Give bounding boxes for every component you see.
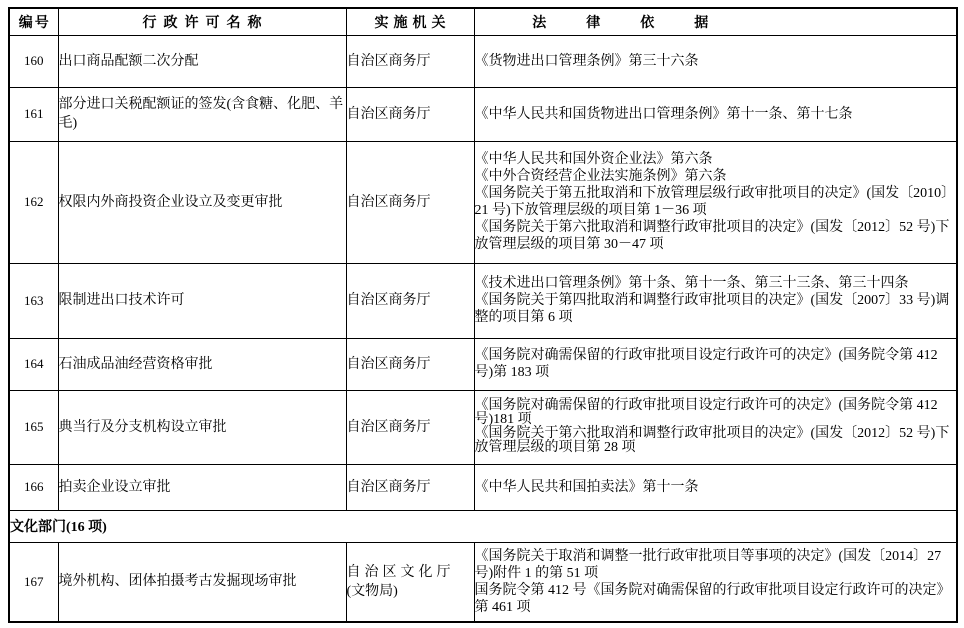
legal-entry: 《国务院关于第六批取消和调整行政审批项目的决定》(国发〔2012〕52 号)下放管理层级的项目第 30－47 项 xyxy=(474,220,950,252)
agency-line: (文物局) xyxy=(346,583,398,599)
legal-entry: 《中外合资经营企业法实施条例》第六条 xyxy=(474,169,727,184)
cell-name: 境外机构、团体拍摄考古发掘现场审批 xyxy=(58,542,346,622)
cell-agency xyxy=(346,390,474,464)
license-table xyxy=(8,7,958,623)
header-agency xyxy=(346,8,474,35)
legal-entry: 《中华人民共和国货物进出口管理条例》第十一条、第十七条 xyxy=(474,106,853,122)
header-id xyxy=(9,8,58,35)
cell-name: 限制进出口技术许可 xyxy=(58,263,346,338)
agency-line: 自治区商务厅 xyxy=(346,356,431,372)
agency-line: 自治区文化厅 xyxy=(346,564,455,580)
cell-agency xyxy=(346,263,474,338)
cell-name: 拍卖企业设立审批 xyxy=(58,464,346,510)
cell-id: 160 xyxy=(9,35,58,87)
header-id-label: 编号 xyxy=(18,15,51,31)
cell-name: 出口商品配额二次分配 xyxy=(58,35,346,87)
cell-legal xyxy=(474,542,957,622)
cell-legal xyxy=(474,87,957,141)
cell-agency xyxy=(346,35,474,87)
cell-name: 石油成品油经营资格审批 xyxy=(58,338,346,390)
cell-name: 典当行及分支机构设立审批 xyxy=(58,390,346,464)
cell-id: 164 xyxy=(9,338,58,390)
legal-entry: 《中华人民共和国外资企业法》第六条 xyxy=(474,152,713,167)
header-name xyxy=(58,8,346,35)
cell-id: 162 xyxy=(9,141,58,263)
cell-name: 部分进口关税配额证的签发(含食糖、化肥、羊毛) xyxy=(58,87,346,141)
legal-entry: 《国务院关于取消和调整一批行政审批项目等事项的决定》(国发〔2014〕27 号)附件 1 的第 51 项 xyxy=(474,548,942,581)
cell-name: 权限内外商投资企业设立及变更审批 xyxy=(58,141,346,263)
cell-legal xyxy=(474,464,957,510)
cell-agency xyxy=(346,338,474,390)
table-row xyxy=(9,141,957,263)
table-row xyxy=(9,390,957,464)
cell-agency xyxy=(346,87,474,141)
cell-agency xyxy=(346,464,474,510)
cell-id: 166 xyxy=(9,464,58,510)
agency-line: 自治区商务厅 xyxy=(346,106,431,122)
cell-agency xyxy=(346,141,474,263)
header-legal-label: 法律依据 xyxy=(532,15,749,31)
cell-id: 163 xyxy=(9,263,58,338)
table-row xyxy=(9,263,957,338)
legal-entry: 《中华人民共和国拍卖法》第十一条 xyxy=(474,479,699,495)
legal-entry: 《国务院对确需保留的行政审批项目设定行政许可的决定》(国务院令第 412 号)第 183 项 xyxy=(474,348,938,380)
legal-entry: 《国务院关于第四批取消和调整行政审批项目的决定》(国发〔2007〕33 号)调整的项目第 6 项 xyxy=(474,293,950,325)
cell-legal xyxy=(474,338,957,390)
section-header-row xyxy=(9,510,957,542)
cell-legal xyxy=(474,390,957,464)
legal-entry: 《货物进出口管理条例》第三十六条 xyxy=(474,53,699,69)
table-row xyxy=(9,464,957,510)
cell-id: 165 xyxy=(9,390,58,464)
cell-id: 161 xyxy=(9,87,58,141)
legal-entry: 《技术进出口管理条例》第十条、第十一条、第三十三条、第三十四条 xyxy=(474,276,909,291)
cell-legal xyxy=(474,263,957,338)
header-name-label: 行政许可名称 xyxy=(142,15,269,31)
table-row xyxy=(9,87,957,141)
agency-line: 自治区商务厅 xyxy=(346,194,431,210)
agency-line: 自治区商务厅 xyxy=(346,419,431,435)
cell-legal xyxy=(474,141,957,263)
agency-line: 自治区商务厅 xyxy=(346,53,431,69)
table-row xyxy=(9,338,957,390)
agency-line: 自治区商务厅 xyxy=(346,293,431,308)
legal-entry: 国务院令第 412 号《国务院对确需保留的行政审批项目设定行政许可的决定》第 461 项 xyxy=(474,582,951,615)
cell-agency xyxy=(346,542,474,622)
cell-legal xyxy=(474,35,957,87)
header-agency-label: 实施机关 xyxy=(374,15,451,31)
legal-entry: 《国务院对确需保留的行政审批项目设定行政许可的决定》(国务院令第 412 号)181 项 xyxy=(474,398,938,427)
legal-entry: 《国务院关于第五批取消和下放管理层级行政审批项目的决定》(国发〔2010〕21 号)下放管理层级的项目第 1－36 项 xyxy=(474,186,956,218)
agency-line: 自治区商务厅 xyxy=(346,479,431,495)
cell-id: 167 xyxy=(9,542,58,622)
section-header-label: 文化部门(16 项) xyxy=(9,510,957,542)
table-row xyxy=(9,542,957,622)
header-legal xyxy=(474,8,957,35)
table-header-row xyxy=(9,8,957,35)
table-row xyxy=(9,35,957,87)
legal-entry: 《国务院关于第六批取消和调整行政审批项目的决定》(国发〔2012〕52 号)下放管理层级的项目第 28 项 xyxy=(474,426,950,455)
